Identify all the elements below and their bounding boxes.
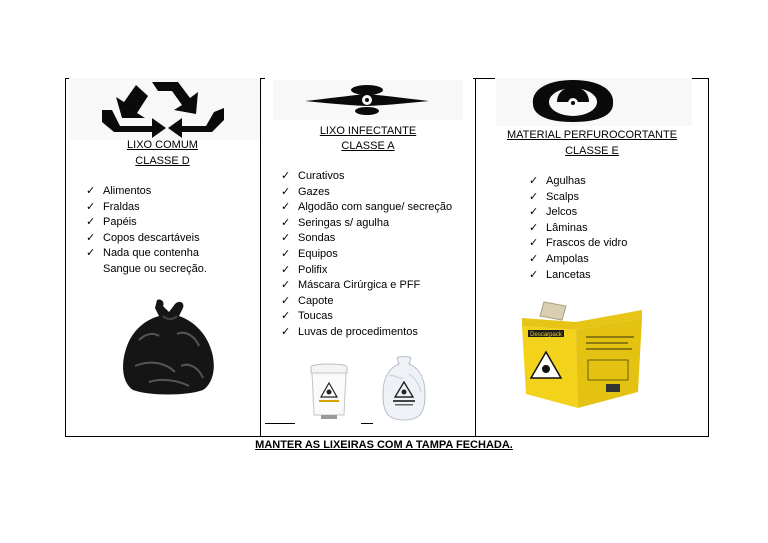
list-item: ✓ Capote — [281, 294, 452, 310]
column-subtitle: CLASSE E — [565, 145, 619, 157]
check-icon: ✓ — [281, 325, 291, 338]
list-item: ✓ Curativos — [281, 169, 452, 185]
black-garbage-bag-image — [119, 296, 219, 396]
recycle-icon — [100, 80, 226, 138]
column-lixo-comum — [65, 78, 260, 437]
list-item: ✓ Frascos de vidro — [529, 236, 627, 252]
descarpack-logo-label — [528, 330, 564, 338]
list-item: ✓ Sondas — [281, 231, 452, 247]
list-item: ✓ Papéis — [86, 215, 207, 231]
list-item: ✓ Alimentos — [86, 184, 207, 200]
list-item: ✓ Fraldas — [86, 200, 207, 216]
column-subtitle: CLASSE D — [135, 155, 190, 167]
item-list — [529, 174, 627, 283]
check-icon: ✓ — [86, 216, 96, 229]
list-item: ✓ Lâminas — [529, 221, 627, 237]
biohazard-icon — [527, 78, 619, 124]
list-item: ✓ Ampolas — [529, 252, 627, 268]
column-material-perfurocortante — [476, 78, 708, 437]
list-item: ✓ Lancetas — [529, 268, 627, 284]
list-item: ✓ Toucas — [281, 309, 452, 325]
check-icon: ✓ — [529, 221, 539, 234]
yellow-sharps-box-image — [516, 296, 650, 412]
list-item: ✓ Scalps — [529, 190, 627, 206]
check-icon: ✓ — [281, 263, 291, 276]
biohazard-icon — [305, 84, 429, 116]
footer-notice: MANTER AS LIXEIRAS COM A TAMPA FECHADA. — [255, 439, 513, 451]
list-item: ✓ Agulhas — [529, 174, 627, 190]
list-item: ✓ Algodão com sangue/ secreção — [281, 200, 452, 216]
check-icon: ✓ — [86, 247, 96, 260]
column-title: MATERIAL PERFUROCORTANTE — [506, 129, 678, 141]
check-icon: ✓ — [529, 252, 539, 265]
check-icon: ✓ — [281, 310, 291, 323]
white-pedal-bin-image — [305, 361, 353, 421]
column-title: LIXO COMUM — [127, 139, 198, 151]
list-item: Sangue ou secreção. — [103, 262, 207, 275]
column-subtitle: CLASSE A — [341, 140, 395, 152]
check-icon: ✓ — [281, 232, 291, 245]
list-item: ✓ Máscara Cirúrgica e PFF — [281, 278, 452, 294]
check-icon: ✓ — [281, 216, 291, 229]
check-icon: ✓ — [281, 279, 291, 292]
svg-text:Descarpack: Descarpack — [530, 332, 562, 338]
list-item: ✓ Luvas de procedimentos — [281, 325, 452, 341]
check-icon: ✓ — [281, 247, 291, 260]
column-title: LIXO INFECTANTE — [319, 125, 417, 137]
list-item: ✓ Equipos — [281, 247, 452, 263]
list-item: ✓ Polifix — [281, 263, 452, 279]
item-list — [281, 169, 452, 341]
infectious-waste-bag-image — [381, 356, 427, 422]
check-icon: ✓ — [86, 200, 96, 213]
check-icon: ✓ — [529, 268, 539, 281]
check-icon: ✓ — [281, 201, 291, 214]
check-icon: ✓ — [529, 237, 539, 250]
check-icon: ✓ — [529, 190, 539, 203]
item-list — [86, 184, 207, 278]
list-item: ✓ Copos descartáveis — [86, 231, 207, 247]
check-icon: ✓ — [281, 294, 291, 307]
check-icon: ✓ — [86, 185, 96, 197]
list-item: ✓ Nada que contenha — [86, 246, 207, 262]
check-icon: ✓ — [281, 185, 291, 198]
list-item: ✓ Seringas s/ agulha — [281, 216, 452, 232]
list-item: ✓ Jelcos — [529, 205, 627, 221]
check-icon: ✓ — [529, 175, 539, 187]
list-item: ✓ Gazes — [281, 185, 452, 201]
check-icon: ✓ — [86, 231, 96, 244]
frame-right-line — [708, 78, 709, 437]
column-lixo-infectante — [261, 78, 475, 437]
waste-poster — [65, 78, 709, 437]
check-icon: ✓ — [281, 170, 291, 182]
check-icon: ✓ — [529, 206, 539, 219]
